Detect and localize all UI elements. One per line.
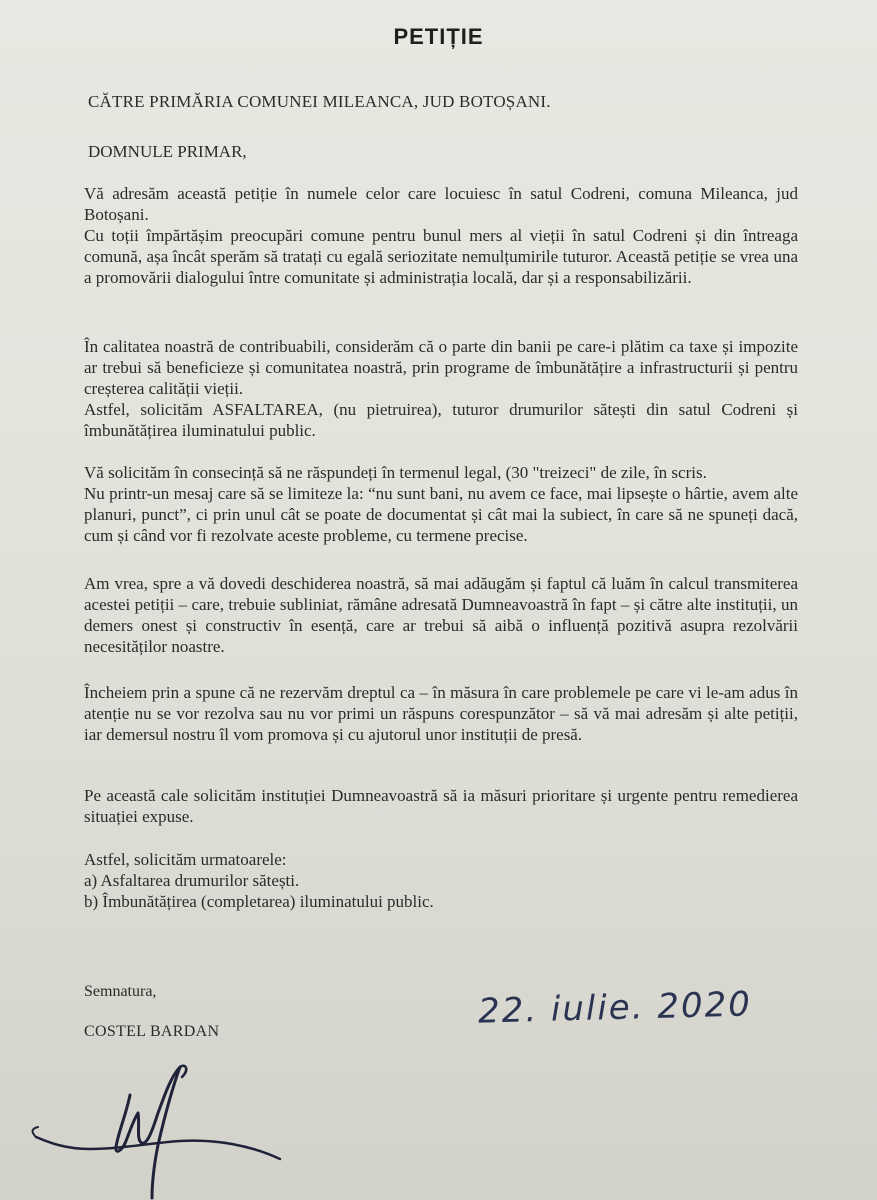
paragraph-block-response: [84, 462, 798, 546]
handwritten-signature-icon: [30, 1055, 290, 1200]
paragraph-text: Cu toții împărtășim preocupări comune pentru bunul mers al vieții în satul Codreni și din întreaga comună, așa încât sperăm să tratați cu egală seriozitate nemulțumirile tuturor. Această petiție se vrea una a promovării dialogului între comunitate și administrația locală, dar și a responsabilizării.: [84, 226, 798, 287]
paragraph-text: Nu printr-un mesaj care să se limiteze la: “nu sunt bani, nu avem ce face, mai lipsește o hârtie, avem alte planuri, punct”, ci prin unul cât se poate de documentat și cât mai la subiect, în care să ne spuneți dacă, cum și când vor fi rezolvate aceste probleme, cu termene precise.: [84, 484, 798, 545]
document-title: PETIȚIE: [393, 24, 484, 49]
requests-intro: Astfel, solicităm urmatoarele:: [84, 850, 287, 869]
paragraph-text: Vă adresăm această petiție în numele celor care locuiesc în satul Codreni, comuna Mileanca, jud Botoșani.: [84, 184, 798, 224]
signatory-name: COSTEL BARDAN: [84, 1023, 220, 1040]
paragraph-block-request-measures: [84, 785, 798, 827]
paragraph-text: Încheiem prin a spune că ne rezervăm dreptul ca – în măsura în care problemele pe care vi le-am adus în atenție nu se vor rezolva sau nu vor primi un răspuns corespunzător – să vă mai adresăm și alte petiții, iar demersul nostru îl vom promova și cu ajutorul unor instituții de presă.: [84, 683, 798, 744]
signature-label: Semnatura,: [84, 983, 157, 1000]
paragraph-text: Pe această cale solicităm instituției Dumneavoastră să ia măsuri prioritare și urgente pentru remedierea situației expuse.: [84, 786, 798, 826]
salutation-line: DOMNULE PRIMAR,: [88, 142, 247, 161]
requests-list: [84, 849, 584, 912]
paragraph-block-conclusion: [84, 682, 798, 745]
handwritten-date: 22. iulie. 2020: [477, 984, 753, 1032]
request-item: a) Asfaltarea drumurilor sătești.: [84, 871, 300, 890]
request-item: b) Îmbunătățirea (completarea) iluminatului public.: [84, 892, 434, 911]
paragraph-text: Vă solicităm în consecință să ne răspundeți în termenul legal, (30 "treizeci" de zile, în scris.: [84, 463, 707, 482]
addressee-line: CĂTRE PRIMĂRIA COMUNEI MILEANCA, JUD BOTOȘANI.: [88, 92, 551, 111]
paragraph-block-openness: [84, 573, 798, 657]
paragraph-block-intro: [84, 183, 798, 288]
paragraph-block-contribuabili: [84, 336, 798, 441]
paragraph-text: Am vrea, spre a vă dovedi deschiderea noastră, să mai adăugăm și faptul că luăm în calcul transmiterea acestei petiții – care, trebuie subliniat, rămâne adresată Dumneavoastră în fapt – și către alte instituții, un demers onest și constructiv în esență, care ar trebui să aibă o influență pozitivă asupra rezolvării necesităților noastre.: [84, 574, 798, 656]
paragraph-text: În calitatea noastră de contribuabili, considerăm că o parte din banii pe care-i plătim ca taxe și impozite ar trebui să beneficieze și comunitatea noastră, prin programe de îmbunătățire a infrastructurii și pentru creșterea calității vieții.: [84, 337, 798, 398]
paragraph-text: Astfel, solicităm ASFALTAREA, (nu pietruirea), tuturor drumurilor sătești din satul Codreni și îmbunătățirea iluminatului public.: [84, 400, 798, 440]
